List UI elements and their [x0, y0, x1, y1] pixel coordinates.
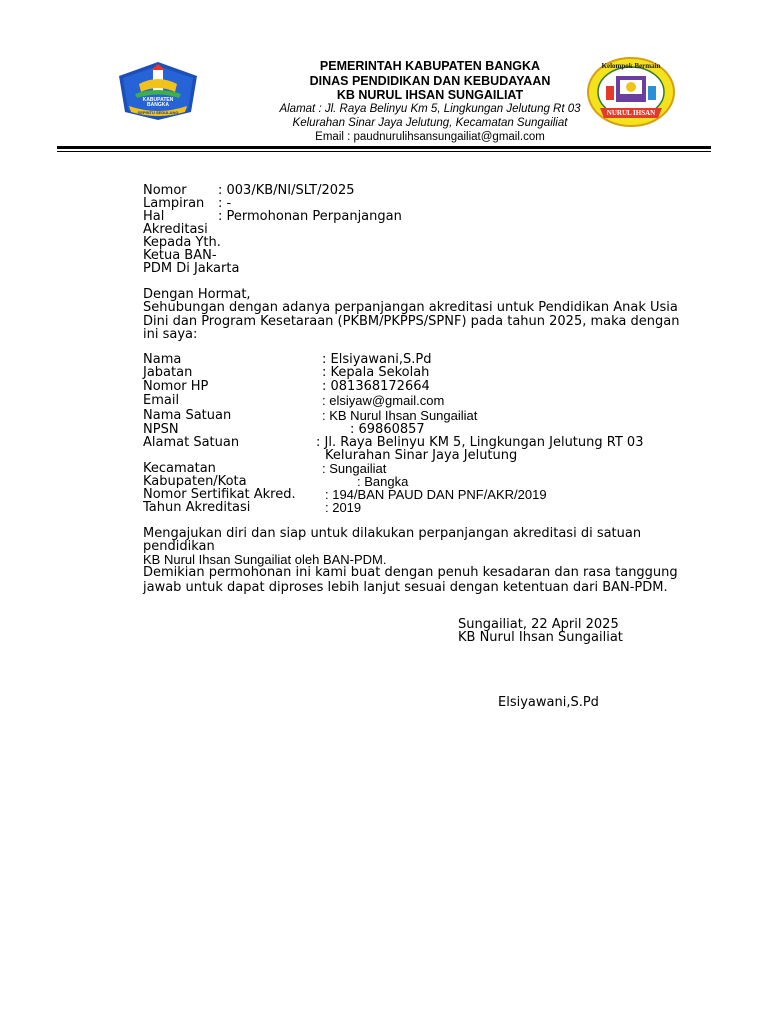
email-label: Email: [143, 393, 180, 408]
closing-line-5: jawab untuk dapat diproses lebih lanjut sesuai dengan ketentuan dari BAN-PDM.: [143, 580, 668, 595]
closing-line-4: Demikian permohonan ini kami buat dengan penuh kesadaran dan rasa tanggung: [143, 565, 678, 580]
intro-line-1: Sehubungan dengan adanya perpanjangan akreditasi untuk Pendidikan Anak Usia: [143, 300, 678, 315]
nama-value: : Elsiyawani,S.Pd: [322, 352, 432, 367]
kecamatan-label: Kecamatan: [143, 461, 216, 476]
tahun-value: : 2019: [325, 500, 362, 515]
letterhead-line-2: DINAS PENDIDIKAN DAN KEBUDAYAAN: [309, 74, 551, 88]
letterhead-rule-thin: [57, 151, 711, 152]
jabatan-label: Jabatan: [143, 365, 193, 380]
signature-place-date: Sungailiat, 22 April 2025: [458, 617, 619, 632]
lampiran-label: Lampiran: [143, 196, 205, 211]
left-logo-text-2: BANGKA: [147, 102, 169, 108]
right-logo-arc: Kelompok Bermain: [601, 62, 661, 70]
tahun-label: Tahun Akreditasi: [143, 500, 251, 515]
recipient-kepada: Kepada Yth.: [143, 235, 221, 250]
left-logo-text-1: KABUPATEN: [142, 97, 174, 103]
letterhead-line-1: PEMERINTAH KABUPATEN BANGKA: [319, 59, 541, 73]
closing-line-1: Mengajukan diri dan siap untuk dilakukan perpanjangan akreditasi di satuan: [143, 526, 642, 541]
intro-line-3: ini saya:: [143, 327, 198, 342]
salutation: Dengan Hormat,: [143, 287, 251, 302]
sertifikat-value: : 194/BAN PAUD DAN PNF/AKR/2019: [325, 487, 547, 502]
satuan-value: : KB Nurul Ihsan Sungailiat: [322, 408, 478, 423]
recipient-pdm: PDM Di Jakarta: [143, 261, 240, 276]
hal-label: Hal: [143, 209, 165, 224]
alamat-label: Alamat Satuan: [143, 435, 240, 450]
alamat-value-2: Kelurahan Sinar Jaya Jelutung: [325, 448, 518, 463]
jabatan-value: : Kepala Sekolah: [322, 365, 430, 380]
alamat-value-1: : Jl. Raya Belinyu KM 5, Lingkungan Jelutung RT 03: [316, 435, 644, 450]
closing-line-2: pendidikan: [143, 539, 215, 554]
hal-value: : Permohonan Perpanjangan: [218, 209, 402, 224]
intro-line-2: Dini dan Program Kesetaraan (PKBM/PKPPS/SPNF) pada tahun 2025, maka dengan: [143, 314, 680, 329]
hp-label: Nomor HP: [143, 379, 209, 394]
kabupaten-value: : Bangka: [357, 474, 409, 489]
kecamatan-value: : Sungailiat: [322, 461, 387, 476]
lampiran-value: : -: [218, 196, 232, 211]
letterhead-address-1: Alamat : Jl. Raya Belinyu Km 5, Lingkungan Jelutung Rt 03: [279, 103, 581, 115]
letterhead-line-3: KB NURUL IHSAN SUNGAILIAT: [336, 88, 524, 102]
kabupaten-label: Kabupaten/Kota: [143, 474, 247, 489]
npsn-label: NPSN: [143, 422, 179, 437]
signature-institution: KB Nurul Ihsan Sungailiat: [458, 630, 623, 645]
closing-line-3: KB Nurul Ihsan Sungailiat oleh BAN-PDM.: [143, 552, 387, 567]
left-logo-motto: SEPINTU SEDULANG: [137, 110, 179, 115]
npsn-value: : 69860857: [350, 422, 425, 437]
letterhead-email: Email : paudnurulihsansungailiat@gmail.com: [315, 131, 545, 143]
sertifikat-label: Nomor Sertifikat Akred.: [143, 487, 296, 502]
recipient-ketua: Ketua BAN-: [143, 248, 217, 263]
nomor-label: Nomor: [143, 183, 187, 198]
hp-value: : 081368172664: [322, 379, 430, 394]
signature-name: Elsiyawani,S.Pd: [498, 695, 599, 710]
letterhead-address-2: Kelurahan Sinar Jaya Jelutung, Kecamatan Sungailiat: [292, 117, 568, 129]
nama-label: Nama: [143, 352, 182, 367]
kabupaten-bangka-logo: [117, 60, 199, 122]
right-logo-banner: NURUL IHSAN: [606, 109, 656, 117]
satuan-label: Nama Satuan: [143, 408, 232, 423]
nomor-value: : 003/KB/NI/SLT/2025: [218, 183, 355, 198]
letterhead-rule-thick: [57, 146, 711, 149]
hal-continuation: Akreditasi: [143, 222, 208, 237]
email-value: : elsiyaw@gmail.com: [322, 393, 445, 408]
